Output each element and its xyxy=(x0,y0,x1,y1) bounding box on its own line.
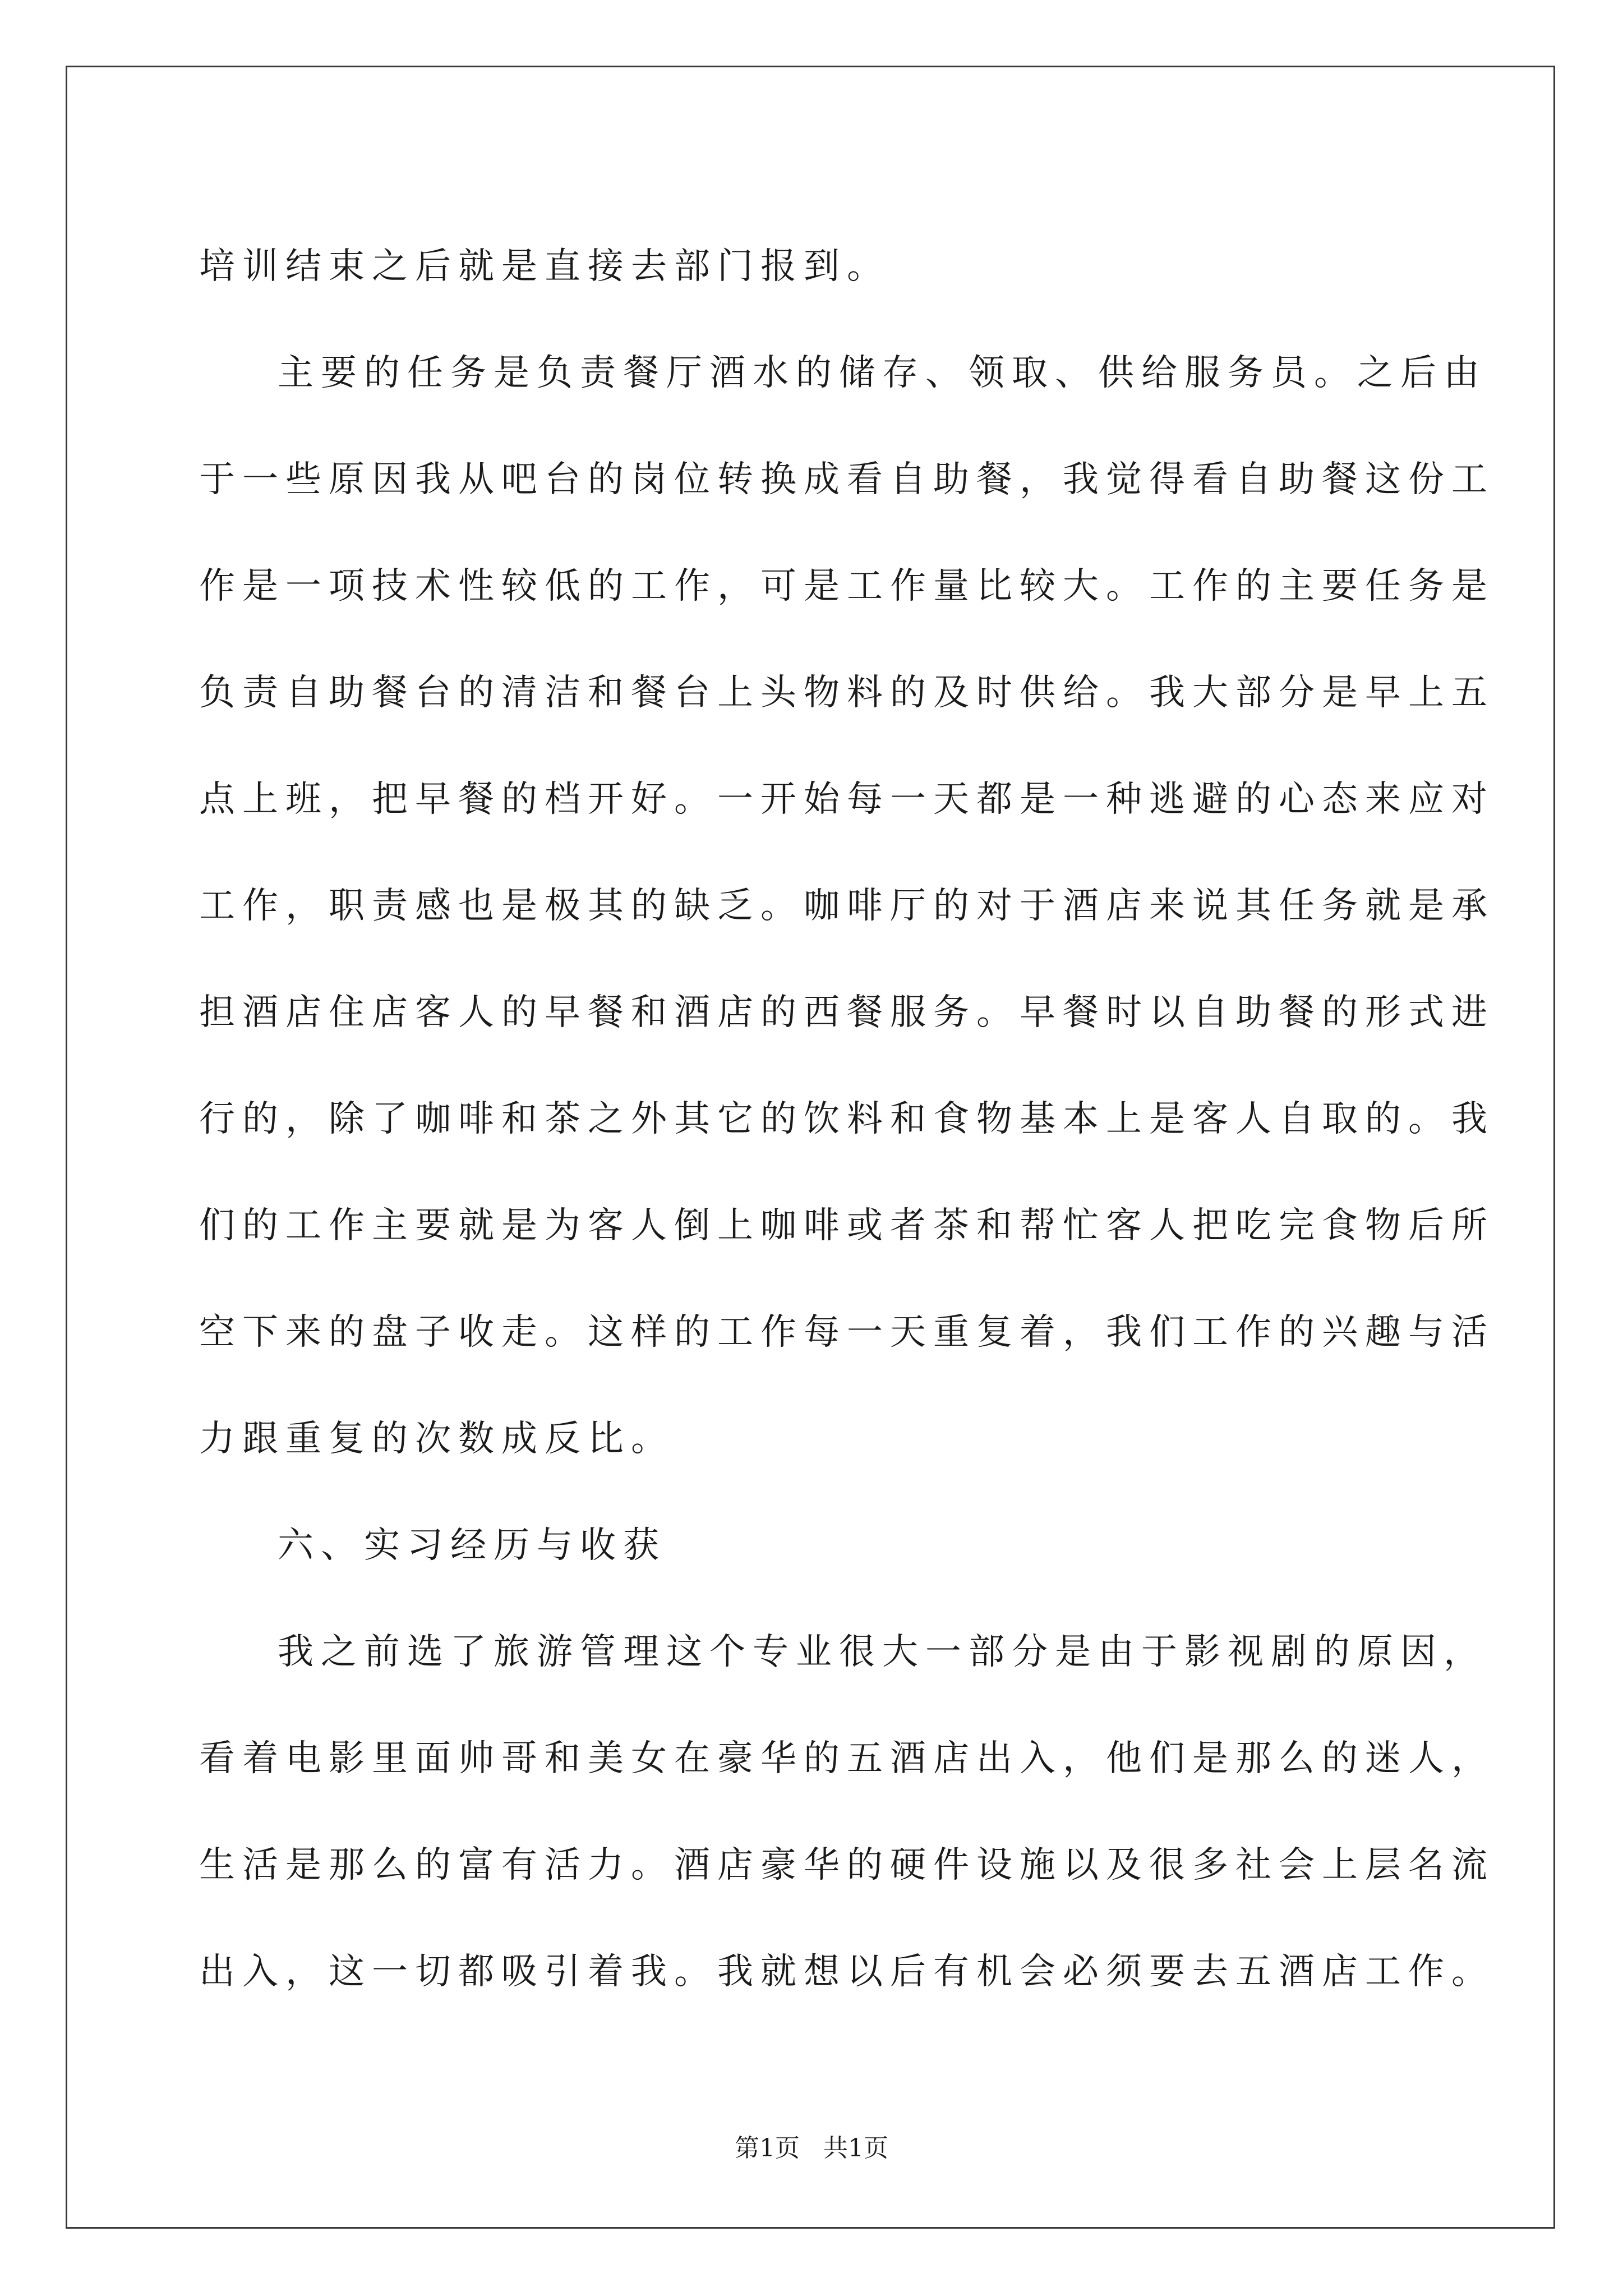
text-line: 于一些原因我从吧台的岗位转换成看自助餐，我觉得看自助餐这份工 xyxy=(199,459,1495,500)
text-line: 力跟重复的次数成反比。 xyxy=(199,1418,674,1460)
text-line: 负责自助餐台的清洁和餐台上头物料的及时供给。我大部分是早上五 xyxy=(199,672,1495,714)
text-line: 我之前选了旅游管理这个专业很大一部分是由于影视剧的原因， xyxy=(278,1631,1487,1673)
text-line: 点上班，把早餐的档开好。一开始每一天都是一种逃避的心态来应对 xyxy=(199,779,1495,820)
text-line: 看着电影里面帅哥和美女在豪华的五酒店出入，他们是那么的迷人， xyxy=(199,1738,1495,1779)
text-line: 担酒店住店客人的早餐和酒店的西餐服务。早餐时以自助餐的形式进 xyxy=(199,992,1495,1033)
page-total: 共1页 xyxy=(823,2134,888,2162)
text-line: 作是一项技术性较低的工作，可是工作量比较大。工作的主要任务是 xyxy=(199,565,1495,607)
page-footer xyxy=(0,2132,1623,2165)
page-number: 第1页 xyxy=(735,2134,800,2162)
section-heading: 六、实习经历与收获 xyxy=(278,1525,666,1566)
text-line: 培训结束之后就是直接去部门报到。 xyxy=(199,246,890,287)
text-line: 出入，这一切都吸引着我。我就想以后有机会必须要去五酒店工作。 xyxy=(199,1951,1495,1993)
document-body xyxy=(199,213,1495,2025)
text-line: 主要的任务是负责餐厅酒水的储存、领取、供给服务员。之后由 xyxy=(278,352,1487,394)
text-line: 工作，职责感也是极其的缺乏。咖啡厅的对于酒店来说其任务就是承 xyxy=(199,885,1495,927)
text-line: 们的工作主要就是为客人倒上咖啡或者茶和帮忙客人把吃完食物后所 xyxy=(199,1205,1495,1246)
text-line: 空下来的盘子收走。这样的工作每一天重复着，我们工作的兴趣与活 xyxy=(199,1312,1495,1353)
text-line: 行的，除了咖啡和茶之外其它的饮料和食物基本上是客人自取的。我 xyxy=(199,1098,1495,1140)
text-line: 生活是那么的富有活力。酒店豪华的硬件设施以及很多社会上层名流 xyxy=(199,1844,1495,1886)
